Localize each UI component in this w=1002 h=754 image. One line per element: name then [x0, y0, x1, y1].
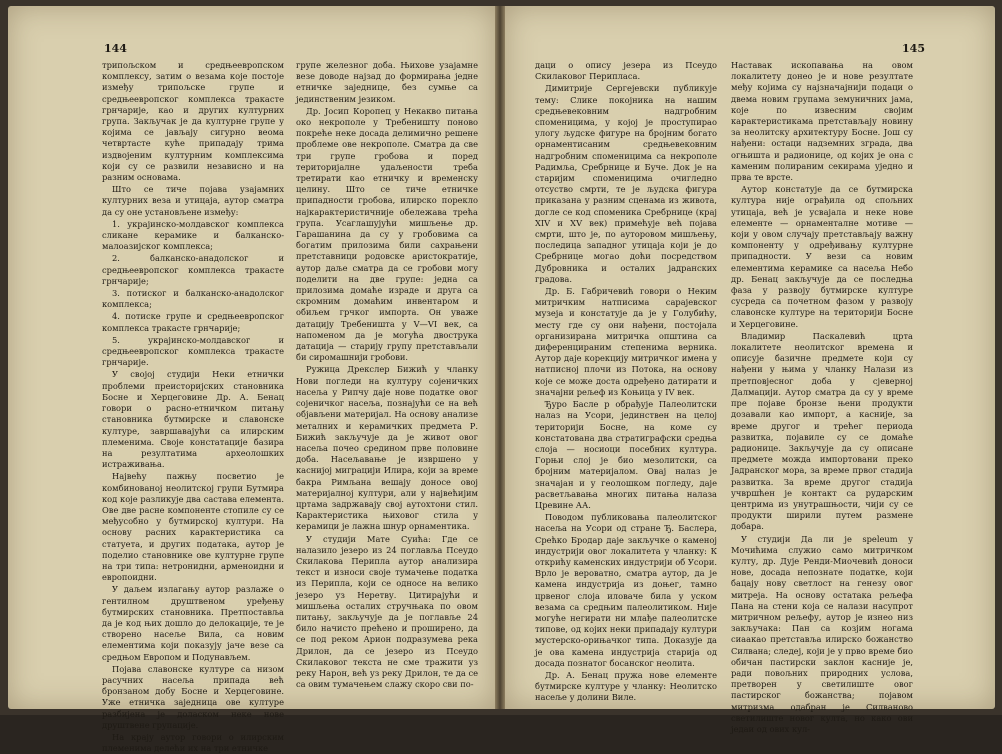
paragraph: Др. Јосип Коропец у Некакво питања око некрополе у Требеништу поново покреће неке досада делимично решене проблеме ове некрополе. Сматра да све три групе гробова и поред територијалне удаљености треба третирати као етничку и временску целину. Што се тиче етничке припадности гробова, илирско порекло најкарактеристичније обележава трећа група. Усаглашујући мишљење др. Гарашанина да су у гробовима са богатим прилозима били сахрањени претставници родовске аристократије, аутор даље сматра да се гробови могу поделити на две групе: једна са прилозима домаће израде и друга са скромним домаћим инвентаром и обиљем грчког импорта. Он уваже датацију Требеништа у V—VI век, са напоменом да је могућа двострука датација — старију групу претстављали би сиромашнији гробови. [296, 105, 478, 363]
paragraph: групе железног доба. Њихове узајамне везе доводе најзад до формирања једне етничке заједнице, без сумње са јединственим језиком. [296, 60, 478, 104]
paragraph: У својој студији Неки етнички проблеми преисторијских становника Босне и Херцеговине Др. А. Бенац говори о расно-етничком питању становника бутмирске и славонске културе, завршавајући са илирским племенима. Своје констатације базира на резултатима археолошких истраживања. [102, 369, 284, 470]
paragraph: Што се тиче појава узајамних културних веза и утицаја, аутор сматра да су оне установљене између: [102, 184, 284, 217]
right-column-1 [535, 60, 717, 703]
paragraph: Др. Б. Габричевић говори о Неким митричким натписима сарајевског музеја и констатује да је у Голубићу, месту где су они нађени, постојала организирана митричка општина са диференцираним степенима верника. Аутор даје корекцију митричког имена у натписној плочи из Потока, на основу које се може доста одређено датирати и значајни рељеф из Коњица у IV век. [535, 286, 717, 397]
paragraph: Ружица Дрекслер Бижић у чланку Нови погледи на културу сојеничких насеља у Рипчу даје нове податке овог сојеничког насеља, познајући се на већ објављени материјал. На основу анализе металних и керамичких предмета Р. Бижић закључује да је живот овог насеља почео средином прве половине доба. Насељавање је извршено у каснијој миграцији Илира, који за време бакра Римљана вешају доносе овој материјалној култури, али у највећијим цртама задржавају свој аутохтони стил. Карактеристика њиховог стила у керамици је лажна шнур орнаментика. [296, 364, 478, 532]
page-number-right: 145 [902, 42, 925, 55]
paragraph: У даљем излагању аутор разлаже о гентилном друштвеном уређењу бутмирских становника. Претпоставља да је код њих дошло до делокације, те је створено насеље Вила, са новим елементима који показују јаче везе са средњом Европом и Подунављем. [102, 584, 284, 662]
paragraph: Наставак ископавања на овом локалитету донео је и нове резултате међу којима су најзначајнији подаци о двема новим групама земуничних јама, које по извесним својим карактеристикама претстављају новину за неолитску архитектуру Босне. Још су нађени: остаци надземних зграда, два огњишта и радионице, од којих је она с каменим полираним секирама уједно и прва те врсте. [731, 60, 913, 183]
list-item: 5. украјинско-молдавског и средњеевропског комплекса тракасте грнчарије. [102, 334, 284, 368]
right-page [505, 6, 995, 734]
paragraph: Појава славонске културе са низом расучних насеља припада већ бронзаном добу Босне и Херцеговине. Уже етничка заједница ове културе разбијена је доласком неке нове друштвене групације. [102, 663, 284, 730]
paragraph: Владимир Паскалевић црта локалитете неолитског времена и описује базичне предмете који су нађени у њима у чланку Налази из претповјесног доба у сјеверној Далмацији. Аутор сматра да су у време пре појаве бронзе њени продукти дозавали као импорт, а касније, за време другог и трећег периода развитка, појавиле су се домаће радионице. Закључује да су описане предмете можда импортовани преко Јадранског мора, за време првог стадија развитка. За време другог стадија учвршћен је контакт са рударским центрима из унутрашњости, чији су се продукти ширили путем размене добара. [731, 330, 913, 532]
left-column-1 [102, 60, 284, 754]
list-item: 2. балканско-анадолског и средњеевропског комплекса тракасте грнчарије; [102, 253, 284, 286]
left-page [8, 6, 495, 754]
paragraph: трипољском и средњеевропском комплексу, затим о везама које постоје између трипољске групе и средњеевропског комплекса тракасте грнчарије, као и других културних група. Закључак је да културне групе у којима се јављају сигурно веома четвртасте куће припадају трима издвојеним културним комплексима који су се развили независно и на разним основама. [102, 60, 284, 183]
list-item: 3. потиског и балканско-анадолског комплекса; [102, 288, 284, 310]
paragraph: Аутор констатује да се бутмирска култура није ограђила од спољних утицаја, већ је усвајала и неке нове елементе — орнаменталне мотиве — који у овом случају претстављају важну компоненту у одређивању културне припадности. У вези са новим елементима керамике са насеља Небо др. Бенац закључује да се последња фаза у развоју бутмирске културе сусреда са почетном фазом у развоју славонске културе на територији Босне и Херцеговине. [731, 184, 913, 329]
book-gutter [495, 6, 505, 709]
list-item: 4. потиске групе и средњеевропског комплекса тракасте грнчарије; [102, 311, 284, 333]
paragraph: Ђуро Басле р обрађује Палеолитски налаз на Усори, јединствен на целој територији Босне, на коме су констатована два стратиграфски средња слоја — носиоци посебних култура. Горњи слој је био мезолитски, са бројним материјалом. Овај налаз је значајан и у геолошком погледу, даје расветљавања многих питања налаза Цревине АА. [535, 399, 717, 510]
page-number-left: 144 [104, 42, 127, 55]
paragraph: Поводом публиковања палеолитског насеља на Усори од стране Ђ. Баслера, Срећко Бродар даје закључке о каменој индустрији овог локалитета у чланку: К открићу каменских индустрији об Усори. Врло је вероватно, сматра аутор, да је камена индустрија из доњег, тамно црвеног слоја иловаче била у уском везама са средњим палеолитиком. Није могуће негирати ни млађе палеолитске типове, од којих неки припадају култури мустерско-орињачког типа. Доказује да је ова камена индустрија старија од досада познатог босанског неолита. [535, 512, 717, 668]
right-column-2 [731, 60, 913, 734]
list-item: 1. украјинско-молдавског комплекса сликане керамике и балканско-малоазијског комплекса; [102, 218, 284, 252]
paragraph: У студији Да ли је spelеum у Мочићима служио само митричком култу, др. Дује Ренди-Миочевић доноси нове, досада непознате податке, који бацају нову светлост на генезу овог митреја. На основу остатака рељефа Пана на стени која се налази насупрот митричном рељефу, аутор је изнео низ закључака: Пан са козјим ногама сиаакао претставља илирско божанство Силвана; следеј, који је у прво време био обичан пастирски заклон касније је, ради повољних природних услова, претворен у светилиште овог пастирског божанства; појавом митризма одабран је Силваново светилиште новог култа, но како ови једаи од ових кул- [731, 533, 913, 734]
paragraph: У студији Мате Суића: Где се налазило језеро из 24 поглавља Псеудо Скилакова Перипла аутор анализира текст и износи своје тумачење податка из Перипла, који се односе на велико језеро уз Неретву. Цитирајући и мишљења осталих стручњака по овом питању, закључује да је поглавље 24 било начисто прећено и проширено, да се под реком Арион подразумева река Дрилон, да се језеро из Псеудо Скилаковог текста не сме тражити уз реку Нарон, већ уз реку Дрилон, те да се са овим тумачењем слажу скоро сви по- [296, 533, 478, 690]
left-column-2 [296, 60, 478, 700]
paragraph: Димитрије Сергејевски публикује тему: Слике покојника на нашим средњевековним надгробним споменицима, у којој је проступирао улогу људске фигуре на бројним богато орнаментисаним средњевековним надгробним споменицима са некрополе Радимља, Сребрнице и Буче. Док је на старијим споменицима очигледно отсуство смрти, те је људска фигура приказана у разним сценама из живота, догле се код споменика Сребрнице (крај XIV и XV век) примећује већ појава смрти, што је, по ауторовом мишљењу, последица западног утицаја који је до Сребрнице могао доћи посредством Дубровника и осталих јадранских градова. [535, 83, 717, 284]
paragraph: даци о опису језера из Псеудо Скилаковог Перипласа. [535, 60, 717, 82]
paragraph: На крају аутор говори о илирским племенима делећи их на три етничке [102, 731, 284, 754]
paragraph: Др. А. Бенац пружа нове елементе бутмирске културе у чланку: Неолитско насеље у долини Виле. [535, 669, 717, 703]
paragraph: Највећу пажњу посветио је комбинованој неолитској групи Бутмира код које разликује два састава елемента. Ове две расне компоненте стопиле су се међусобно у бутмирској култури. На основу расних карактеристика са статуета, и других података, аутор је поделио становнике ове културне групе на три типа: нетронидни, арменоидни и европоидни. [102, 471, 284, 583]
